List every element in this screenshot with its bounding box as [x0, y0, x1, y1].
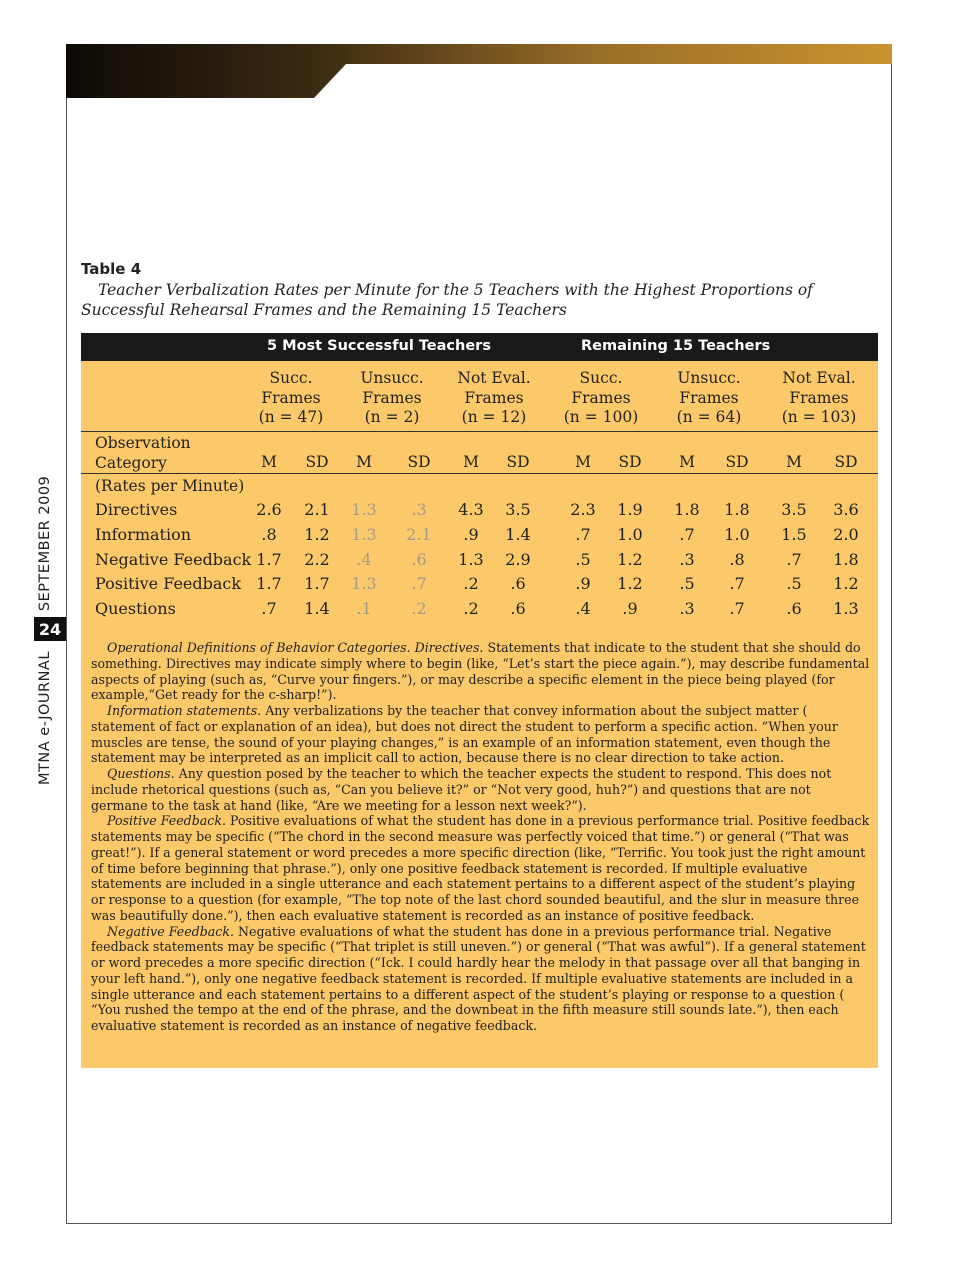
stat-m: M — [786, 453, 802, 471]
table-cell: 2.0 — [833, 525, 859, 544]
table-cell: .8 — [729, 550, 745, 569]
column-header: Succ. Frames (n = 47) — [258, 369, 324, 426]
table-cell: 1.9 — [617, 500, 643, 519]
table-cell: 4.3 — [458, 500, 484, 519]
table-cell: .7 — [729, 599, 745, 618]
table-cell: .2 — [463, 599, 479, 618]
table-group-header — [81, 333, 878, 361]
stat-sd: SD — [506, 453, 530, 471]
table-cell: .3 — [411, 500, 427, 519]
table-cell: 1.2 — [304, 525, 330, 544]
table-cell: 1.7 — [304, 574, 330, 593]
stat-m: M — [463, 453, 479, 471]
group-header-remaining: Remaining 15 Teachers — [581, 338, 771, 354]
table-cell: 1.7 — [256, 550, 282, 569]
table-cell: .5 — [786, 574, 802, 593]
row-label: Questions — [95, 599, 176, 618]
row-label: Negative Feedback — [95, 550, 252, 569]
table-cell: 1.0 — [724, 525, 750, 544]
table-cell: 2.1 — [406, 525, 432, 544]
table-cell: 2.9 — [505, 550, 531, 569]
row-label: Positive Feedback — [95, 574, 242, 593]
table-caption: Teacher Verbalization Rates per Minute for the 5 Teachers with the Highest Proportions of Successful Rehearsal Frames and the Remaining 15 Teachers — [81, 281, 813, 319]
stat-sd: SD — [618, 453, 642, 471]
table-cell: 2.2 — [304, 550, 330, 569]
table-cell: .2 — [463, 574, 479, 593]
definition-questions: Questions. Any question posed by the teacher to which the teacher expects the student to respond. This does not include rhetorical questions (such as, “Can you believe it?” or “Not very good, huh?”) and questions that are not germane to the task at hand (like, “Are we meeting for a lesson next week?”). — [91, 766, 832, 813]
table-cell: .4 — [356, 550, 372, 569]
table-cell: 1.3 — [351, 525, 377, 544]
subheader-rule — [81, 473, 878, 474]
group-header-top5: 5 Most Successful Teachers — [267, 338, 491, 354]
column-header: Succ. Frames (n = 100) — [563, 369, 639, 426]
issue-date: SEPTEMBER 2009 — [37, 475, 53, 612]
table-cell: .6 — [510, 599, 526, 618]
rates-label: (Rates per Minute) — [95, 477, 245, 495]
stat-m: M — [261, 453, 277, 471]
definition-directives: Operational Definitions of Behavior Categories. Directives. Statements that indicate to the student that she should do something. Directives may indicate simply where to begin (like, “Let’s start the piece again.”), may describe fundamental aspects of playing (such as, “Curve your fingers.”), or may describe a specific element in the piece being played (for example,“Get ready for the c-sharp!”). — [91, 640, 870, 703]
table-cell: .9 — [622, 599, 638, 618]
publication-name: MTNA e-JOURNAL — [37, 651, 53, 785]
table-cell: 1.8 — [833, 550, 859, 569]
table-cell: .6 — [510, 574, 526, 593]
table-cell: .5 — [679, 574, 695, 593]
table-cell: 1.3 — [351, 574, 377, 593]
table-cell: 2.1 — [304, 500, 330, 519]
column-header: Unsucc. Frames (n = 2) — [360, 369, 424, 426]
table-cell: 1.2 — [833, 574, 859, 593]
table-cell: .3 — [679, 599, 695, 618]
table-cell: .2 — [411, 599, 427, 618]
definition-positive-feedback: Positive Feedback. Positive evaluations of what the student has done in a previous performance trial. Positive feedback statements may be specific (“The chord in the second measure was perfectly voiced that time.”) or general (“That was great!”). If a general statement or word precedes a more specific direction (like, “Terrific. You took just the right amount of time before beginning that phrase.”), only one positive feedback statement is recorded. If multiple evaluative statements are included in a single utterance and each statement pertains to a different aspect of the student’s playing or response to a question (for example, “The top note of the last chord sounded beautiful, and the slur in measure three was beautifully done.”), then each evaluative statement is recorded as an instance of positive feedback. — [91, 813, 870, 923]
table-label: Table 4 — [81, 260, 142, 278]
table-cell: .9 — [463, 525, 479, 544]
table-cell: .4 — [575, 599, 591, 618]
table-cell: 2.3 — [570, 500, 596, 519]
row-label: Directives — [95, 500, 178, 519]
table-cell: 1.3 — [458, 550, 484, 569]
table-cell: 1.3 — [351, 500, 377, 519]
table-cell: 2.6 — [256, 500, 282, 519]
stat-sd: SD — [834, 453, 858, 471]
table-row — [81, 525, 878, 549]
table-cell: .8 — [261, 525, 277, 544]
header-banner — [66, 44, 892, 98]
table-cell: 1.8 — [724, 500, 750, 519]
column-header: Unsucc. Frames (n = 64) — [676, 369, 742, 426]
table-cell: 1.0 — [617, 525, 643, 544]
page-number: 24 — [34, 617, 66, 641]
table-cell: .3 — [679, 550, 695, 569]
table-cell: 1.3 — [833, 599, 859, 618]
row-header-label: Observation Category — [95, 434, 191, 472]
table-cell: .6 — [786, 599, 802, 618]
table-cell: 3.5 — [505, 500, 531, 519]
table-row — [81, 599, 878, 623]
stat-sd: SD — [725, 453, 749, 471]
table-cell: 1.5 — [781, 525, 807, 544]
stat-m: M — [679, 453, 695, 471]
table-cell: 1.2 — [617, 550, 643, 569]
data-table — [81, 333, 878, 1068]
definitions-block — [91, 640, 871, 1034]
row-label: Information — [95, 525, 192, 544]
table-cell: .7 — [575, 525, 591, 544]
stat-sd: SD — [305, 453, 329, 471]
table-cell: 1.7 — [256, 574, 282, 593]
stat-sd: SD — [407, 453, 431, 471]
table-cell: .1 — [356, 599, 372, 618]
table-cell: .7 — [786, 550, 802, 569]
definition-information: Information statements. Any verbalizations by the teacher that convey information about the subject matter ( statement of fact or explanation of an idea), but does not direct the student to perform a specific action. “When your muscles are tense, the sound of your playing changes,” is an example of an information statement, even though the statement may be interpreted as an implicit call to action, because there is no clear direction to take action. — [91, 703, 838, 766]
table-cell: 1.4 — [505, 525, 531, 544]
table-cell: .7 — [729, 574, 745, 593]
table-cell: 3.5 — [781, 500, 807, 519]
table-cell: .6 — [411, 550, 427, 569]
table-cell: .9 — [575, 574, 591, 593]
table-cell: .7 — [679, 525, 695, 544]
header-rule — [81, 431, 878, 432]
table-row — [81, 550, 878, 574]
table-cell: 1.2 — [617, 574, 643, 593]
table-cell: .7 — [411, 574, 427, 593]
column-header: Not Eval. Frames (n = 12) — [457, 369, 531, 426]
table-cell: 1.4 — [304, 599, 330, 618]
stat-m: M — [575, 453, 591, 471]
table-row — [81, 500, 878, 524]
table-cell: .7 — [261, 599, 277, 618]
table-cell: 3.6 — [833, 500, 859, 519]
table-row — [81, 574, 878, 598]
column-header: Not Eval. Frames (n = 103) — [781, 369, 857, 426]
table-cell: .5 — [575, 550, 591, 569]
definition-negative-feedback: Negative Feedback. Negative evaluations of what the student has done in a previous performance trial. Negative feedback statements may be specific (“That triplet is still uneven.”) or general (“That was awful”). If a general statement or word precedes a more specific direction (“Ick. I could hardly hear the melody in that passage over all that banging in your left hand.”), only one negative feedback statement is recorded. If multiple evaluative statements are included in a single utterance and each statement pertains to a different aspect of the student’s playing or response to a question ( “You rushed the tempo at the end of the phrase, and the downbeat in the fifth measure still sounds late.”), then each evaluative statement is recorded as an instance of negative feedback. — [91, 923, 866, 1033]
stat-m: M — [356, 453, 372, 471]
table-cell: 1.8 — [674, 500, 700, 519]
